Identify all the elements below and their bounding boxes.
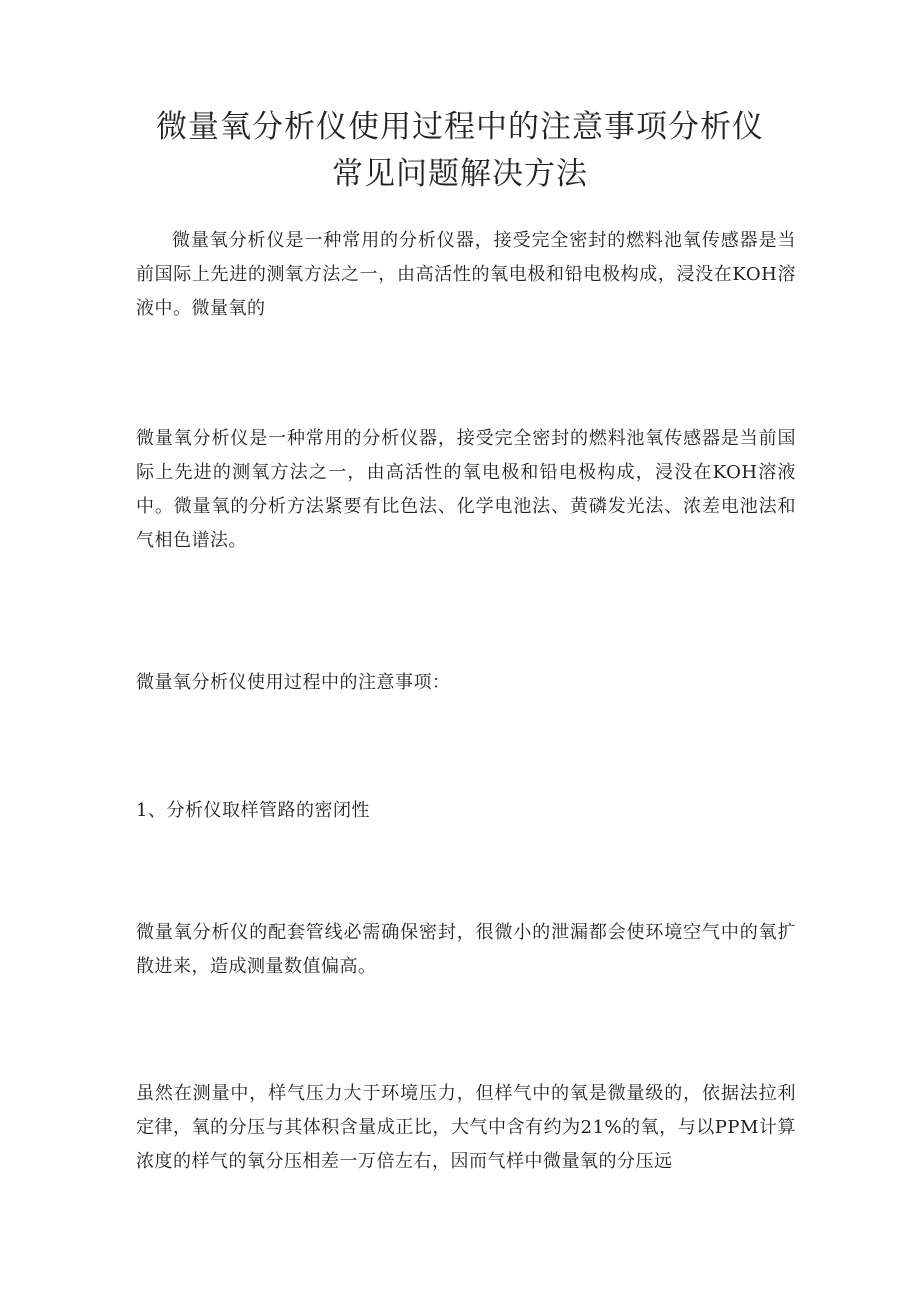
sealing-paragraph: 微量氧分析仪的配套管线必需确保密封，很微小的泄漏都会使环境空气中的氧扩散进来，造成测量数值偏高。 xyxy=(136,922,796,977)
pressure-paragraph: 虽然在测量中，样气压力大于环境压力，但样气中的氧是微量级的，依据法拉利定律，氧的分压与其体积含量成正比，大气中含有约为21%的氧，与以PPM计算浓度的样气的氧分压相差一万倍左右，因而气样中微量氧的分压远 xyxy=(136,1083,796,1172)
intro-paragraph: 微量氧分析仪是一种常用的分析仪器，接受完全密封的燃料池氧传感器是当前国际上先进的测氧方法之一，由高活性的氧电极和铅电极构成，浸没在KOH溶液中。微量氧的 xyxy=(136,230,796,319)
title-line-1: 微量氧分析仪使用过程中的注意事项分析仪 xyxy=(156,109,764,145)
document-title xyxy=(100,104,820,198)
section-heading: 微量氧分析仪使用过程中的注意事项： xyxy=(136,672,451,693)
overview-paragraph: 微量氧分析仪是一种常用的分析仪器，接受完全密封的燃料池氧传感器是当前国际上先进的测氧方法之一，由高活性的氧电极和铅电极构成，浸没在KOH溶液中。微量氧的分析方法紧要有比色法、化学电池法、黄磷发光法、浓差电池法和气相色谱法。 xyxy=(136,428,796,551)
subsection-heading: 1、分析仪取样管路的密闭性 xyxy=(136,800,370,821)
title-line-2: 常见问题解决方法 xyxy=(332,156,588,192)
